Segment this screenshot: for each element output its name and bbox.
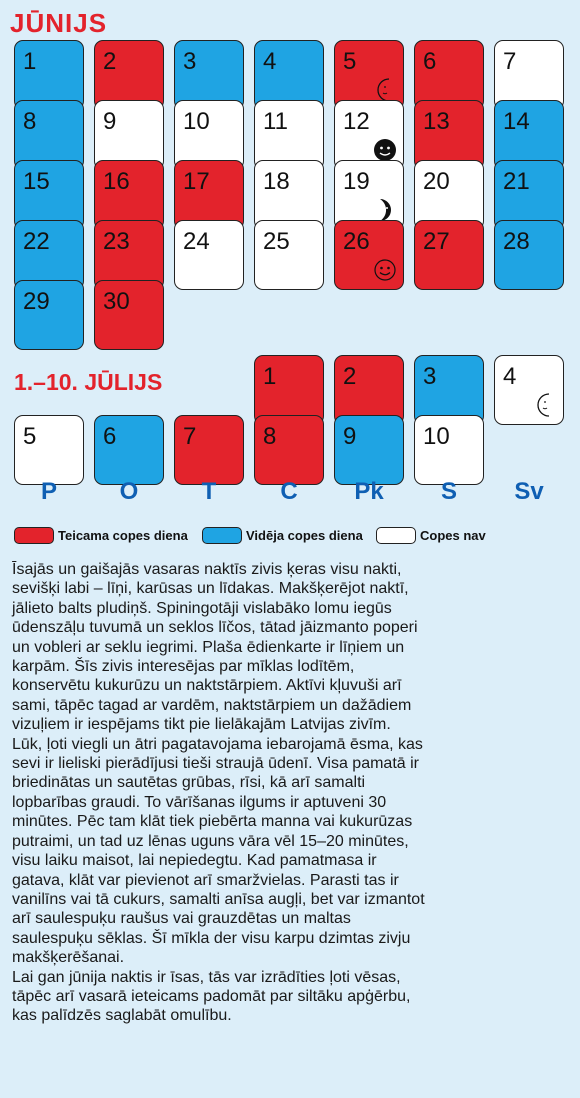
weekday-label: P (40, 478, 57, 505)
day-number: 4 (503, 363, 517, 390)
day-number: 30 (103, 288, 130, 315)
article-paragraph: Īsajās un gaišajās vasaras naktīs zivis ķeras visu nakti, sevišķi labi – līņi, karūsas un līdakas. Makšķerējot naktī, jālieto balts pludiņš. Spiningotāji vislabāko lomu iegūs ūdenszāļu tuvumā un seklos līčos, tātad jāizmanto poperi un vobleri ar seklu iegrimi. Plaša ēdienkarte ir līņiem un karpām. Šīs zivis interesējas par mīklas lodītēm, konservētu kukurūzu un naktstārpiem. Aktīvi kļuvuši arī sami, tāpēc tagad ar vardēm, naktstārpiem un dažādiem vizuļiem ir iespējams tikt pie lielākajām Latvijas zivīm. (12, 561, 418, 734)
day-number: 6 (423, 48, 437, 75)
legend-swatch-red (14, 527, 54, 544)
legend-item-teicama (14, 527, 188, 547)
day-cell (334, 220, 404, 290)
day-number: 14 (503, 108, 530, 135)
legend-label: Teicama copes diena (58, 528, 188, 544)
day-number: 26 (343, 228, 370, 255)
day-cell (254, 415, 324, 485)
day-number: 20 (423, 168, 450, 195)
legend-label: Copes nav (420, 528, 486, 544)
day-cell (414, 415, 484, 485)
day-number: 1 (263, 363, 277, 390)
page-title: JŪNIJS (10, 8, 108, 38)
day-number: 5 (23, 423, 37, 450)
day-number: 12 (343, 108, 370, 135)
day-number: 3 (423, 363, 437, 390)
legend-item-videja (202, 527, 363, 547)
day-number: 4 (263, 48, 277, 75)
day-number: 11 (263, 108, 288, 135)
day-number: 16 (103, 168, 130, 195)
day-number: 1 (23, 48, 37, 75)
day-number: 28 (503, 228, 530, 255)
day-cell (94, 415, 164, 485)
legend-swatch-blue (202, 527, 242, 544)
day-cell (174, 220, 244, 290)
day-number: 21 (503, 168, 530, 195)
article-text (12, 560, 427, 1026)
article-paragraph: Lūk, ļoti viegli un ātri pagatavojama iebarojamā ēsma, kas sevi ir lieliski pierādījusi tieši straujā ūdenī. Visa pamatā ir briedinātas un sautētas grūbas, rīsi, kā arī samalti lopbarības graudi. To vārīšanas ilgums ir aptuveni 30 minūtes. Pēc tam klāt tiek piebērta manna vai kukurūzas putraimi, un tad uz lēnas uguns vāra vēl 15–20 minūtes, visu laiku maisot, lai nepiedegtu. Kad pamatmasa ir gatava, klāt var pievienot arī smaržvielas. Parasti tas ir vanilīns vai tā cukurs, samalti anīsa augļi, bet var izmantot arī saulespuķu raušus vai grauzdētas un maltas saulespuķu sēklas. Šī mīkla der visu karpu dzimtas zivju makšķerēšanai. (12, 735, 425, 967)
weekday-label: T (201, 478, 217, 505)
day-number: 15 (23, 168, 50, 195)
day-number: 8 (263, 423, 277, 450)
legend-swatch-white (376, 527, 416, 544)
weekday-row (0, 478, 580, 512)
day-number: 3 (183, 48, 197, 75)
weekday-label: O (119, 478, 139, 505)
weekday-label: Pk (354, 478, 384, 505)
july-title: 1.–10. JŪLIJS (14, 369, 163, 395)
day-number: 24 (183, 228, 210, 255)
day-cell (494, 355, 564, 425)
day-cell (14, 415, 84, 485)
day-cell (14, 280, 84, 350)
day-number: 29 (23, 288, 50, 315)
day-cell (414, 220, 484, 290)
day-number: 9 (103, 108, 117, 135)
day-number: 2 (103, 48, 117, 75)
day-cell (174, 415, 244, 485)
day-number: 2 (343, 363, 357, 390)
day-cell (94, 280, 164, 350)
day-number: 10 (423, 423, 450, 450)
day-number: 25 (263, 228, 290, 255)
day-cell (334, 415, 404, 485)
day-number: 27 (423, 228, 450, 255)
day-number: 22 (23, 228, 50, 255)
day-number: 19 (343, 168, 370, 195)
weekday-label: C (280, 478, 298, 505)
weekday-label: S (440, 478, 457, 505)
day-number: 7 (503, 48, 517, 75)
day-number: 7 (183, 423, 197, 450)
full-moon-icon (372, 257, 398, 283)
day-number: 8 (23, 108, 37, 135)
day-number: 13 (423, 108, 450, 135)
day-number: 9 (343, 423, 357, 450)
day-number: 23 (103, 228, 130, 255)
day-number: 17 (183, 168, 210, 195)
day-number: 18 (263, 168, 290, 195)
weekday-label: Sv (514, 478, 544, 505)
day-cell (254, 220, 324, 290)
day-number: 6 (103, 423, 117, 450)
article-paragraph: Lai gan jūnija naktis ir īsas, tās var izrādīties ļoti vēsas, tāpēc arī vasarā ieteicams padomāt par siltāku apģērbu, kas palīdzēs saglabāt omulību. (12, 968, 411, 1025)
day-cell (494, 220, 564, 290)
day-number: 5 (343, 48, 357, 75)
legend-label: Vidēja copes diena (246, 528, 363, 544)
legend-item-nav (376, 527, 486, 547)
day-number: 10 (183, 108, 210, 135)
crescent-moon-icon (532, 392, 558, 418)
